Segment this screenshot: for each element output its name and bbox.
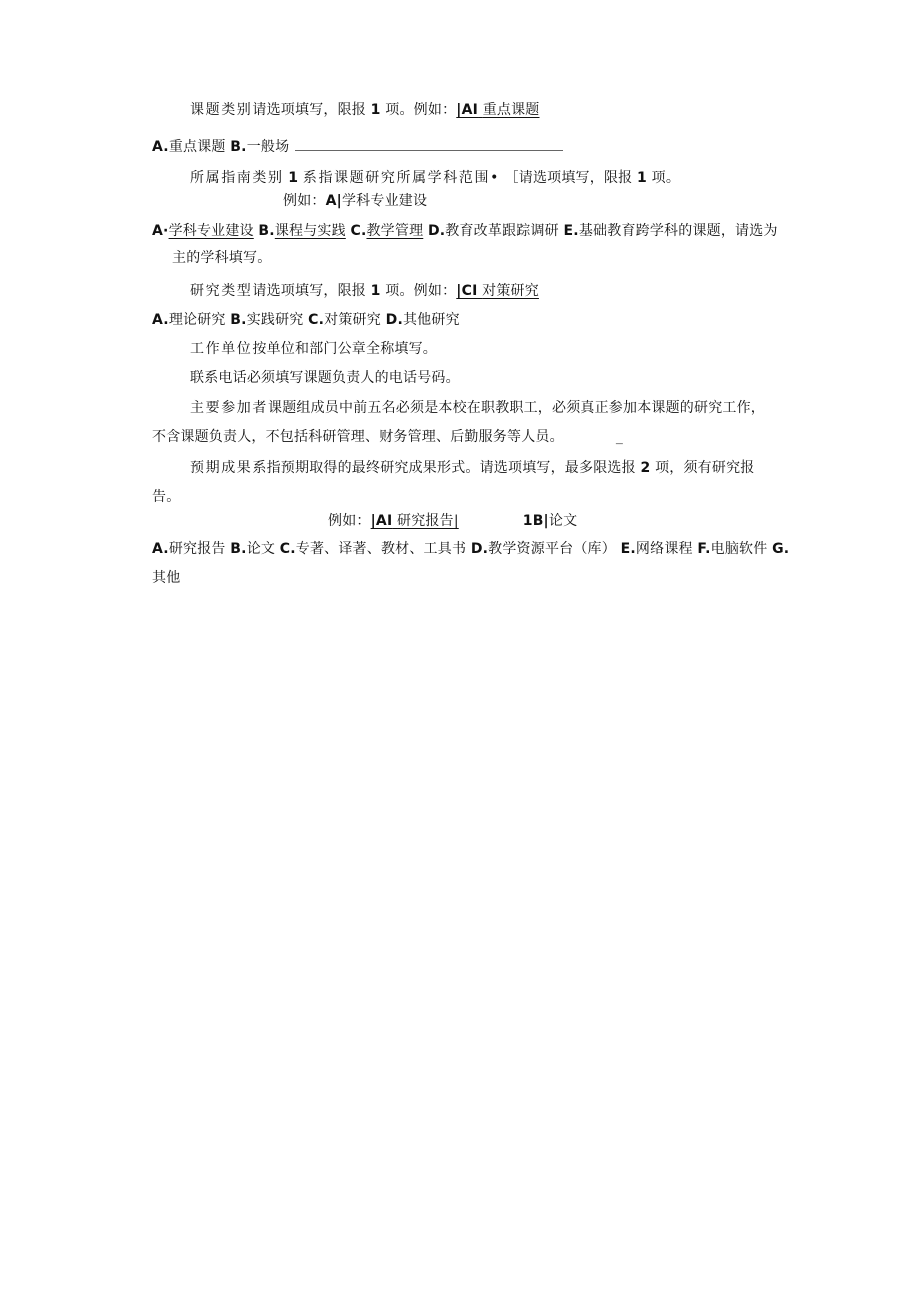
expected-results-options-cont: 其他 [152, 570, 181, 586]
guide-category-example: 例如：A|学科专业建设 [283, 193, 428, 209]
category-example-code: |AI [456, 102, 479, 118]
guide-category-note: 主的学科填写。 [172, 250, 272, 266]
expected-results-cont: 告。 [152, 489, 181, 505]
category-options: A.重点课题 B.一般场 [152, 137, 563, 157]
blank-fill-line [295, 140, 563, 151]
phone-instruction: 联系电话必须填写课题负责人的电话号码。 [190, 370, 460, 386]
research-type-instruction: 研究类型请选项填写，限报 1 项。例如：|CI 对策研究 [190, 283, 539, 299]
category-term: 课题类别 [190, 102, 253, 118]
expected-results-options: A.研究报告 B.论文 C.专著、译著、教材、工具书 D.教学资源平台（库） E.网络课程 F.电脑软件 G. [152, 541, 790, 557]
category-example: 重点课题 [482, 102, 540, 118]
expected-results-instruction: 预期成果系指预期取得的最终研究成果形式。请选项填写，最多限选报 2 项，须有研究报 [190, 460, 755, 476]
work-unit-instruction: 工作单位按单位和部门公章全称填写。 [190, 341, 438, 357]
expected-results-example: 例如：|AI 研究报告| 1B|论文 [328, 513, 578, 529]
research-type-options: A.理论研究 B.实践研究 C.对策研究 D.其他研究 [152, 312, 460, 328]
category-instruction: 课题类别请选项填写，限报 1 项。例如：|AI 重点课题 [190, 102, 540, 118]
guide-category-instruction: 所属指南类别 1 系指课题研究所属学科范围• ［请选项填写，限报 1 项。 [190, 170, 681, 186]
guide-category-options: A·学科专业建设 B.课程与实践 C.教学管理 D.教育改革跟踪调研 E.基础教育跨学科的课题，请选为 [152, 223, 778, 239]
participants-instruction: 主要参加者课题组成员中前五名必须是本校在职教职工，必须真正参加本课题的研究工作， [190, 400, 765, 416]
participants-note: 不含课题负责人，不包括科研管理、财务管理、后勤服务等人员。 _ [152, 429, 624, 445]
